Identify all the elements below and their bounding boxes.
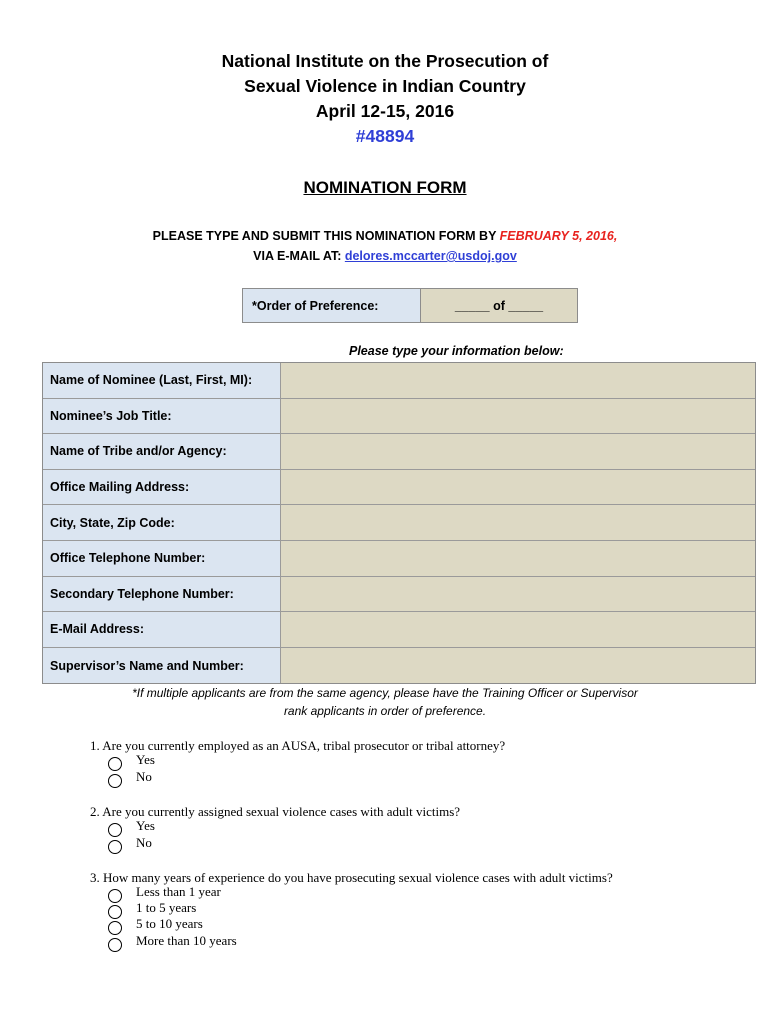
nominee-name-field[interactable]	[281, 363, 755, 398]
question-2-text: 2. Are you currently assigned sexual violence cases with adult victims?	[90, 804, 461, 819]
please-type-heading: Please type your information below:	[349, 344, 564, 358]
field-label: Office Telephone Number:	[43, 541, 281, 576]
option-label: 5 to 10 years	[136, 916, 203, 931]
question-1-option-no[interactable]	[108, 766, 152, 788]
question-3-text: 3. How many years of experience do you have prosecuting sexual violence cases with adult victims?	[90, 870, 613, 885]
table-row	[43, 363, 755, 399]
question-2-option-no[interactable]	[108, 832, 152, 854]
course-number: #48894	[355, 126, 415, 146]
field-label: Name of Tribe and/or Agency:	[43, 434, 281, 469]
title-line-2: Sexual Violence in Indian Country	[244, 76, 526, 96]
preference-note-line-2: rank applicants in order of preference.	[283, 704, 487, 718]
option-label: 1 to 5 years	[136, 900, 197, 915]
field-label: Name of Nominee (Last, First, MI):	[43, 363, 281, 398]
city-state-zip-field[interactable]	[281, 505, 755, 540]
table-row	[43, 434, 755, 470]
option-label: Yes	[136, 752, 155, 767]
field-label: Nominee’s Job Title:	[43, 399, 281, 434]
supervisor-field[interactable]	[281, 648, 755, 684]
table-row	[43, 470, 755, 506]
field-label: Supervisor’s Name and Number:	[43, 648, 281, 684]
table-row	[43, 399, 755, 435]
table-row	[43, 505, 755, 541]
table-row	[43, 577, 755, 613]
field-label: E-Mail Address:	[43, 612, 281, 647]
table-row	[43, 612, 755, 648]
question-1-text: 1. Are you currently employed as an AUSA, tribal prosecutor or tribal attorney?	[90, 738, 506, 753]
question-3-option-more-than-10[interactable]	[108, 930, 237, 952]
submit-instruction	[0, 229, 770, 243]
option-label: More than 10 years	[136, 933, 237, 948]
table-row	[43, 541, 755, 577]
preference-note-line-1: *If multiple applicants are from the same agency, please have the Training Officer or Supervisor	[132, 686, 638, 700]
submit-instruction-text: PLEASE TYPE AND SUBMIT THIS NOMINATION FORM BY	[152, 229, 500, 243]
email-instruction-text: VIA E-MAIL AT:	[253, 249, 345, 263]
option-label: No	[136, 835, 152, 850]
mailing-address-field[interactable]	[281, 470, 755, 505]
email-field[interactable]	[281, 612, 755, 647]
radio-button-icon[interactable]	[108, 774, 122, 788]
event-dates: April 12-15, 2016	[315, 101, 455, 121]
option-label: Yes	[136, 818, 155, 833]
order-of-preference-label: *Order of Preference:	[243, 289, 421, 322]
order-of-preference-field[interactable]: _____ of _____	[421, 289, 577, 322]
title-line-1: National Institute on the Prosecution of	[221, 51, 549, 71]
job-title-field[interactable]	[281, 399, 755, 434]
field-label: Secondary Telephone Number:	[43, 577, 281, 612]
tribe-agency-field[interactable]	[281, 434, 755, 469]
field-label: City, State, Zip Code:	[43, 505, 281, 540]
radio-button-icon[interactable]	[108, 840, 122, 854]
form-title: NOMINATION FORM	[303, 178, 467, 197]
order-of-preference-box	[242, 288, 578, 323]
email-link[interactable]: delores.mccarter@usdoj.gov	[344, 249, 517, 263]
email-instruction	[0, 249, 770, 263]
field-label: Office Mailing Address:	[43, 470, 281, 505]
office-phone-field[interactable]	[281, 541, 755, 576]
deadline-date: FEBRUARY 5, 2016,	[499, 229, 618, 243]
table-row	[43, 648, 755, 684]
radio-button-icon[interactable]	[108, 938, 122, 952]
secondary-phone-field[interactable]	[281, 577, 755, 612]
option-label: Less than 1 year	[136, 884, 221, 899]
option-label: No	[136, 769, 152, 784]
nominee-info-table	[42, 362, 756, 684]
